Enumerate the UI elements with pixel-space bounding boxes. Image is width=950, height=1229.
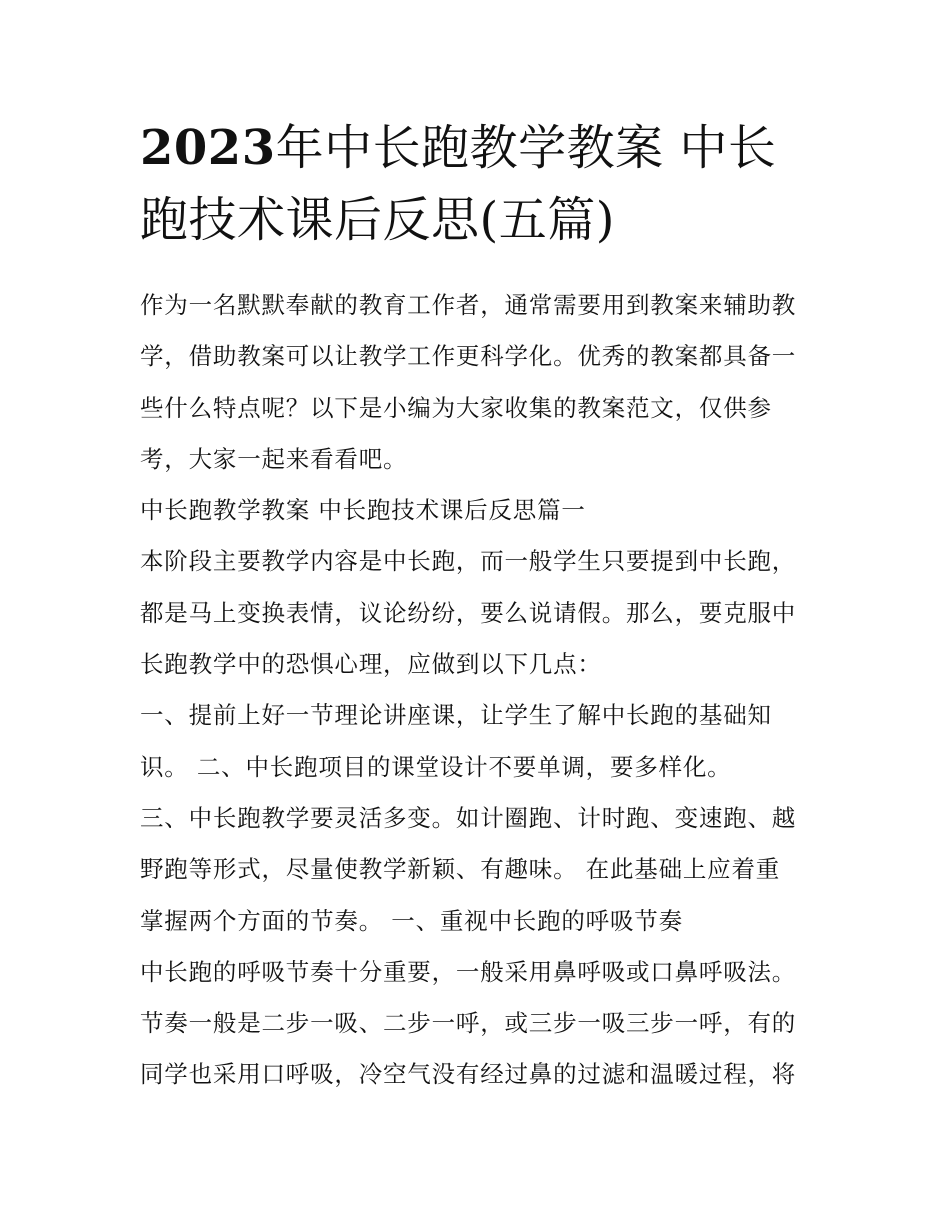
title-year: 2023: [140, 120, 276, 176]
text-line: 一、提前上好一节理论讲座课，让学生了解中长跑的基础知: [140, 701, 772, 730]
text-line: 作为一名默默奉献的教育工作者，通常需要用到教案来辅助教: [140, 291, 797, 319]
text-line: 同学也采用口呼吸，冷空气没有经过鼻的过滤和温暖过程，将: [140, 1060, 797, 1089]
document-title: [140, 112, 820, 256]
title-line2: 跑技术课后反思(五篇): [140, 192, 615, 248]
document-body: [140, 280, 830, 1101]
text-line: 识。 二、中长跑项目的课堂设计不要单调，要多样化。: [140, 752, 732, 781]
text-line: 中长跑的呼吸节奏十分重要，一般采用鼻呼吸或口鼻呼吸法。: [140, 957, 797, 986]
section-heading: 中长跑教学教案 中长跑技术课后反思篇一: [140, 496, 586, 525]
text-line: 些什么特点呢？以下是小编为大家收集的教案范文，仅供参: [140, 393, 772, 422]
text-line: 节奏一般是二步一吸、二步一呼，或三步一吸三步一呼，有的: [140, 1009, 797, 1038]
text-line: 掌握两个方面的节奏。 一、重视中长跑的呼吸节奏: [140, 906, 683, 935]
text-line: 三、中长跑教学要灵活多变。如计圈跑、计时跑、变速跑、越: [140, 803, 797, 832]
text-line: 长跑教学中的恐惧心理，应做到以下几点：: [140, 650, 602, 679]
text-line: 学，借助教案可以让教学工作更科学化。优秀的教案都具备一: [140, 342, 797, 371]
title-line1: 年中长跑教学教案 中长: [275, 120, 777, 176]
text-line: 野跑等形式，尽量使教学新颖、有趣味。 在此基础上应着重: [140, 855, 781, 884]
text-line: 都是马上变换表情，议论纷纷，要么说请假。那么，要克服中: [140, 598, 797, 627]
text-line: 本阶段主要教学内容是中长跑，而一般学生只要提到中长跑，: [140, 547, 797, 576]
text-line: 考，大家一起来看看吧。: [140, 444, 408, 473]
